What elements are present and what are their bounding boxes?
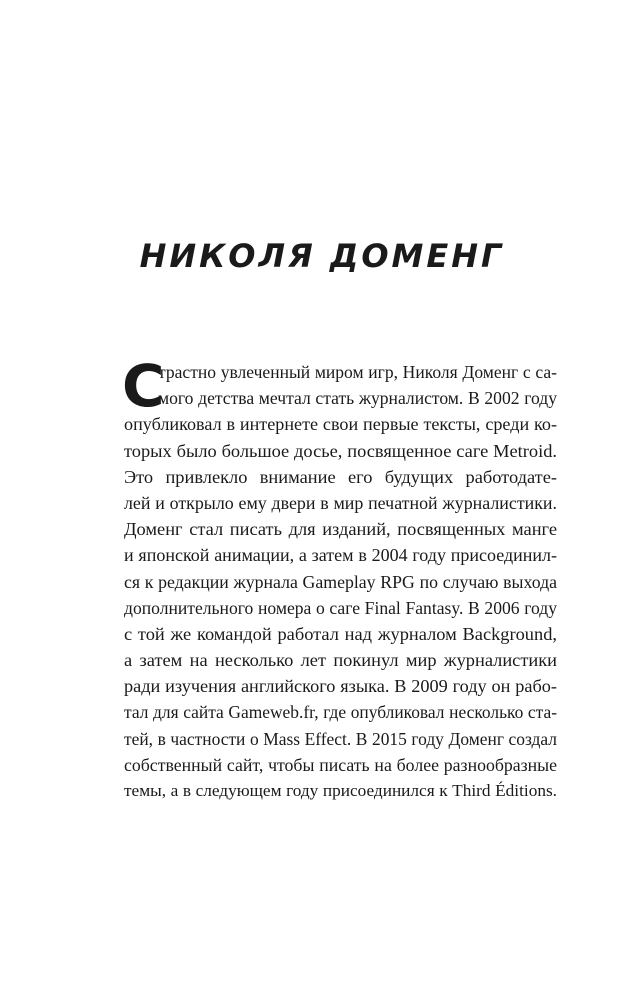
bio-line: тал для сайта Gameweb.fr, где опубликовал несколько ста- — [124, 702, 557, 723]
bio-line: с той же командой работал над журналом Background, — [124, 623, 557, 644]
bio-line: дополнительного номера о саге Final Fantasy. В 2006 году — [124, 597, 557, 618]
bio-line: собственный сайт, чтобы писать на более разнообразные — [124, 754, 557, 775]
bio-line: Доменг стал писать для изданий, посвященных манге — [124, 519, 557, 540]
bio-line: а затем на несколько лет покинул мир журналистики — [124, 650, 557, 671]
drop-cap: С — [122, 352, 165, 420]
bio-line: мого детства мечтал стать журналистом. В 2002 году — [158, 388, 557, 409]
bio-line: ся к редакции журнала Gameplay RPG по случаю выхода — [124, 571, 557, 592]
bio-line: трастно увлеченный миром игр, Николя Доменг с са- — [158, 362, 557, 382]
bio-line: и японской анимации, а затем в 2004 году присоединил- — [124, 545, 557, 566]
author-name-heading: НИКОЛЯ ДОМЕНГ — [139, 237, 505, 275]
bio-line: темы, а в следующем году присоединился к Third Éditions. — [124, 781, 557, 800]
bio-line: торых было большое досье, посвященное саге Metroid. — [124, 440, 557, 461]
bio-line: тей, в частности о Mass Effect. В 2015 году Доменг создал — [124, 728, 557, 749]
bio-line: Это привлекло внимание его будущих работодате- — [124, 466, 557, 487]
bio-line: лей и открыло ему двери в мир печатной журналистики. — [124, 492, 557, 513]
bio-line: ради изучения английского языка. В 2009 году он рабо- — [124, 676, 557, 697]
bio-line: опубликовал в интернете свои первые тексты, среди ко- — [124, 414, 557, 435]
author-biography — [122, 352, 557, 804]
